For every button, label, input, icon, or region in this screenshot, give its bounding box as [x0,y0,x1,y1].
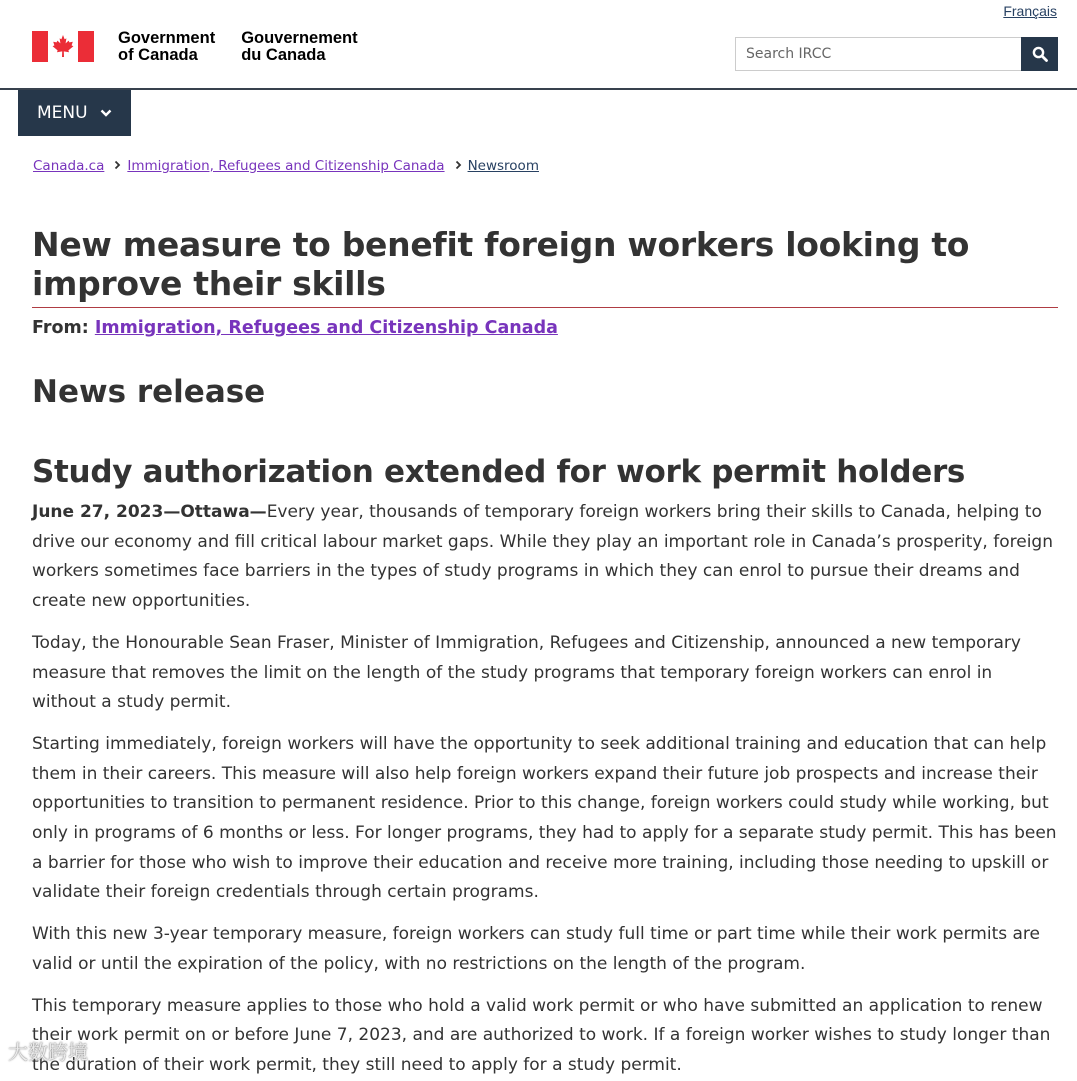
search-form [735,37,1058,71]
search-input[interactable] [735,37,1021,71]
menu-label: MENU [37,103,88,123]
gov-name-french: Gouvernement du Canada [241,29,358,64]
breadcrumb-canada-link[interactable]: Canada.ca [33,158,105,174]
watermark: 大数跨境 [8,1040,88,1064]
breadcrumb [33,158,539,174]
from-line [32,318,1058,338]
chevron-right-icon [455,158,462,174]
gov-name-english: Government of Canada [118,29,216,64]
article-paragraph: Starting immediately, foreign workers will have the opportunity to seek additional training and education that can help them in their careers. This measure will also help foreign workers expand their future job prospects and increase their opportunities to transition to permanent residence. Prior to this change, foreign workers could study while working, but only in programs of 6 months or less. For longer programs, they had to apply for a separate study permit. This has been a barrier for those who wish to improve their education and receive more training, including those needing to upskill or validate their foreign credentials through certain programs. [32,733,1057,903]
breadcrumb-newsroom-link[interactable]: Newsroom [467,158,539,174]
article-paragraph: Today, the Honourable Sean Fraser, Minister of Immigration, Refugees and Citizenship, announced a new temporary measure that removes the limit on the length of the study programs that temporary foreign workers can enrol in without a study permit. [32,632,1021,713]
from-label: From: [32,318,89,338]
chevron-down-icon [100,103,112,123]
chevron-right-icon [114,158,121,174]
article-paragraph: June 27, 2023—Ottawa—Every year, thousands of temporary foreign workers bring their skills to Canada, helping to drive our economy and fill critical labour market gaps. While they play an important role in Canada’s prosperity, foreign workers sometimes face barriers in the types of study programs in which they can enrol to pursue their dreams and create new opportunities. [32,502,1053,612]
article-paragraph: With this new 3-year temporary measure, foreign workers can study full time or part time while their work permits are valid or until the expiration of the policy, with no restrictions on the length of the program. [32,924,1041,974]
article-subheading: Study authorization extended for work permit holders [32,454,966,490]
main-content [32,225,1058,1081]
article-paragraph: This temporary measure applies to those who hold a valid work permit or who have submitted an application to renew their work permit on or before June 7, 2023, and are authorized to work. If a foreign worker wishes to study longer than the duration of their work permit, they still need to apply for a study permit. [32,995,1051,1075]
canada-flag-icon [32,31,94,62]
search-icon [1032,46,1048,62]
dateline: June 27, 2023—Ottawa— [32,502,267,522]
breadcrumb-ircc-link[interactable]: Immigration, Refugees and Citizenship Canada [127,158,445,174]
menu-button[interactable] [18,90,131,136]
from-department-link[interactable]: Immigration, Refugees and Citizenship Canada [94,318,558,338]
page-title: New measure to benefit foreign workers looking to improve their skills [32,225,1058,308]
government-signature[interactable] [32,31,358,64]
language-toggle-link[interactable]: Français [1003,3,1057,19]
search-button[interactable] [1021,37,1058,71]
content-type-heading: News release [32,374,266,410]
header-divider [0,88,1077,90]
